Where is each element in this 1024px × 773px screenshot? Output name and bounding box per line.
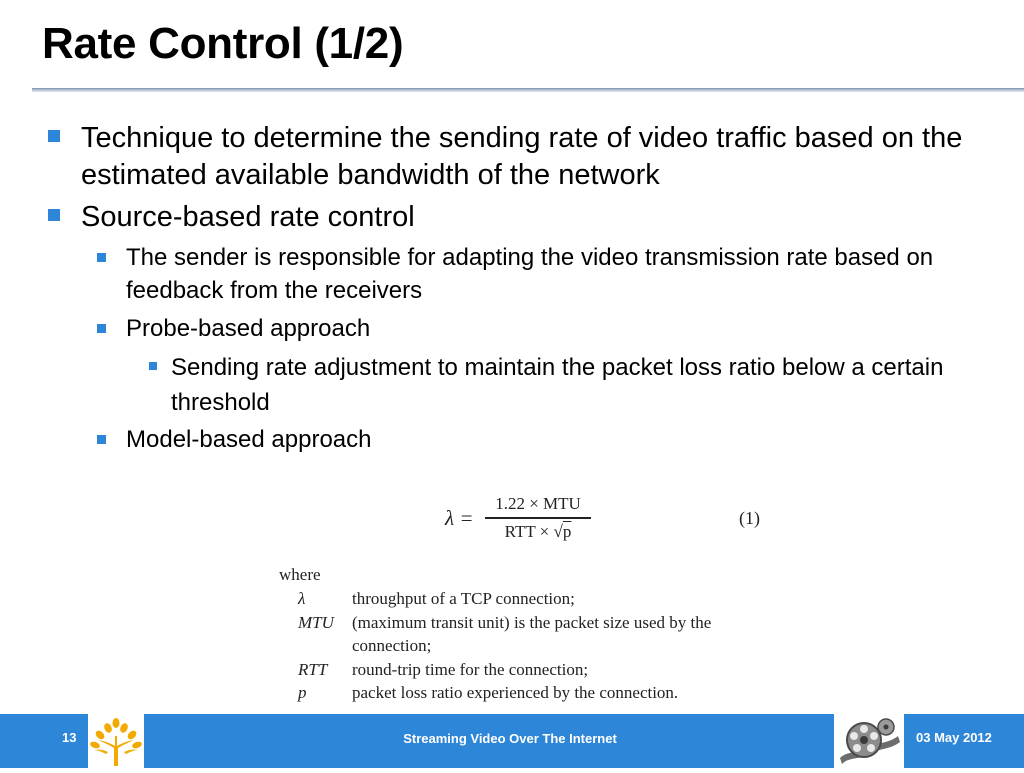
- bullet-text: Probe-based approach: [126, 315, 371, 342]
- definition-symbol: RTT: [298, 659, 328, 679]
- bullet-square-icon: [97, 324, 106, 333]
- definition-symbol: MTU: [298, 612, 334, 632]
- tree-logo-icon: [88, 714, 144, 768]
- definition-text: round-trip time for the connection;: [352, 659, 589, 679]
- bullet-square-icon: [97, 435, 106, 444]
- definition-list: [277, 587, 768, 705]
- equation-lhs: λ =: [445, 506, 474, 530]
- definition-text: (maximum transit unit) is the packet size used by the connection;: [352, 612, 712, 655]
- sqrt-variable: p: [562, 521, 572, 541]
- definition-text: throughput of a TCP connection;: [352, 589, 575, 608]
- slide-title: Rate Control (1/2): [42, 19, 404, 68]
- title-divider: [32, 88, 1024, 92]
- equation-numerator: 1.22 × MTU: [495, 494, 581, 513]
- definition-row: [277, 587, 768, 611]
- definition-row: [277, 658, 768, 682]
- footer-title: Streaming Video Over The Internet: [403, 731, 617, 746]
- bullet-text: Technique to determine the sending rate of video traffic based on the estimated available bandwidth of the network: [81, 122, 963, 191]
- equation-fraction: [485, 492, 591, 544]
- formula-figure: [277, 482, 768, 710]
- slide-footer: [0, 714, 1024, 768]
- footer-date: 03 May 2012: [916, 730, 992, 745]
- bullet-list: [40, 120, 1010, 461]
- bullet-text: The sender is responsible for adapting the video transmission rate based on feedback from the receivers: [126, 244, 934, 304]
- definition-text: packet loss ratio experienced by the connection.: [352, 683, 679, 702]
- bullet-square-icon: [48, 130, 60, 142]
- bullet-square-icon: [149, 362, 157, 370]
- bullet-text: Source-based rate control: [81, 201, 415, 233]
- film-reel-icon: [834, 714, 904, 768]
- definition-row: [277, 611, 768, 658]
- bullet-text: Sending rate adjustment to maintain the packet loss ratio below a certain threshold: [171, 354, 944, 416]
- equation-number: (1): [739, 508, 760, 528]
- where-label: where: [279, 565, 321, 584]
- equation-denominator: RTT × √p: [504, 521, 572, 541]
- definition-symbol: p: [298, 683, 307, 702]
- definition-symbol: λ: [298, 589, 306, 608]
- sub-bullet-item: [40, 423, 1010, 456]
- bullet-square-icon: [97, 253, 106, 262]
- denominator-prefix: RTT ×: [504, 521, 550, 541]
- fraction-bar: [485, 517, 591, 519]
- page-number: 13: [62, 730, 77, 745]
- bullet-text: Model-based approach: [126, 426, 372, 453]
- bullet-square-icon: [48, 209, 60, 221]
- film-reel-svg: [834, 714, 904, 768]
- definition-row: [277, 681, 768, 705]
- bullet-item: [40, 199, 1010, 236]
- bullet-item: [40, 120, 1010, 194]
- sub-bullet-item: [40, 312, 1010, 345]
- sub-bullet-item: [40, 241, 1010, 307]
- sub-sub-bullet-item: [40, 350, 1010, 420]
- tree-logo-svg: [88, 714, 144, 768]
